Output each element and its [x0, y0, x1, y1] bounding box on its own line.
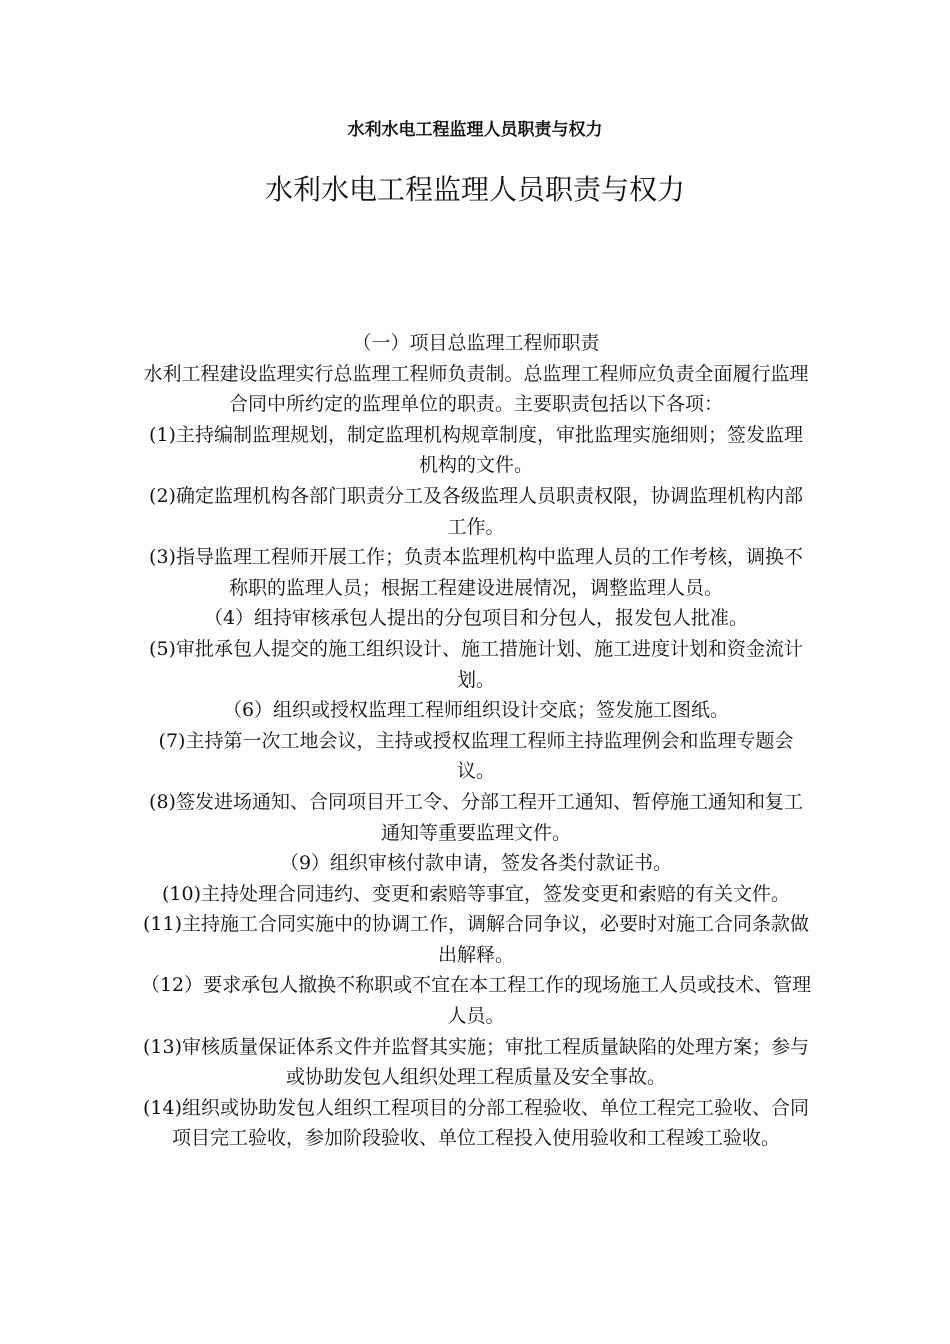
- intro-paragraph: 水利工程建设监理实行总监理工程师负责制。总监理工程师应负责全面履行监理合同中所约定的监理单位的职责。主要职责包括以下各项：: [143, 362, 809, 416]
- list-item: （6）组织或授权监理工程师组织设计交底；签发施工图纸。: [222, 699, 730, 722]
- list-item: (1)主持编制监理规划，制定监理机构规章制度，审批监理实施细则；签发监理机构的文件。: [149, 423, 803, 477]
- list-item: (5)审批承包人提交的施工组织设计、施工措施计划、施工进度计划和资金流计划。: [149, 637, 803, 691]
- list-item: （4）组持审核承包人提出的分包项目和分包人，报发包人批准。: [203, 607, 749, 630]
- list-item: (14)组织或协助发包人组织工程项目的分部工程验收、单位工程完工验收、合同项目完工验收，参加阶段验收、单位工程投入使用验收和工程竣工验收。: [142, 1096, 809, 1150]
- list-item: (13)审核质量保证体系文件并监督其实施；审批工程质量缺陷的处理方案；参与或协助发包人组织处理工程质量及安全事故。: [142, 1035, 809, 1089]
- list-item: (2)确定监理机构各部门职责分工及各级监理人员职责权限，协调监理机构内部工作。: [149, 484, 803, 538]
- list-item: (11)主持施工合同实施中的协调工作，调解合同争议，必要时对施工合同条款做出解释。: [142, 913, 809, 966]
- list-item: （9）组织审核付款申请，签发各类付款证书。: [279, 852, 673, 875]
- section-heading: （一）项目总监理工程师职责: [352, 332, 600, 354]
- list-item: (8)签发进场通知、合同项目开工令、分部工程开工通知、暂停施工通知和复工通知等重要监理文件。: [149, 790, 803, 844]
- document-title: 水利水电工程监理人员职责与权力: [264, 173, 685, 206]
- list-item: (10)主持处理合同违约、变更和索赔等事宜，签发变更和索赔的有关文件。: [161, 882, 790, 905]
- list-item: (3)指导监理工程师开展工作；负责本监理机构中监理人员的工作考核，调换不称职的监理人员；根据工程建设进展情况，调整监理人员。: [149, 546, 803, 599]
- list-item: (7)主持第一次工地会议，主持或授权监理工程师主持监理例会和监理专题会议。: [158, 729, 794, 783]
- document-body: [140, 328, 812, 1154]
- page-header: 水利水电工程监理人员职责与权力: [347, 120, 603, 140]
- list-item: （12）要求承包人撤换不称职或不宜在本工程工作的现场施工人员或技术、管理人员。: [140, 974, 812, 1028]
